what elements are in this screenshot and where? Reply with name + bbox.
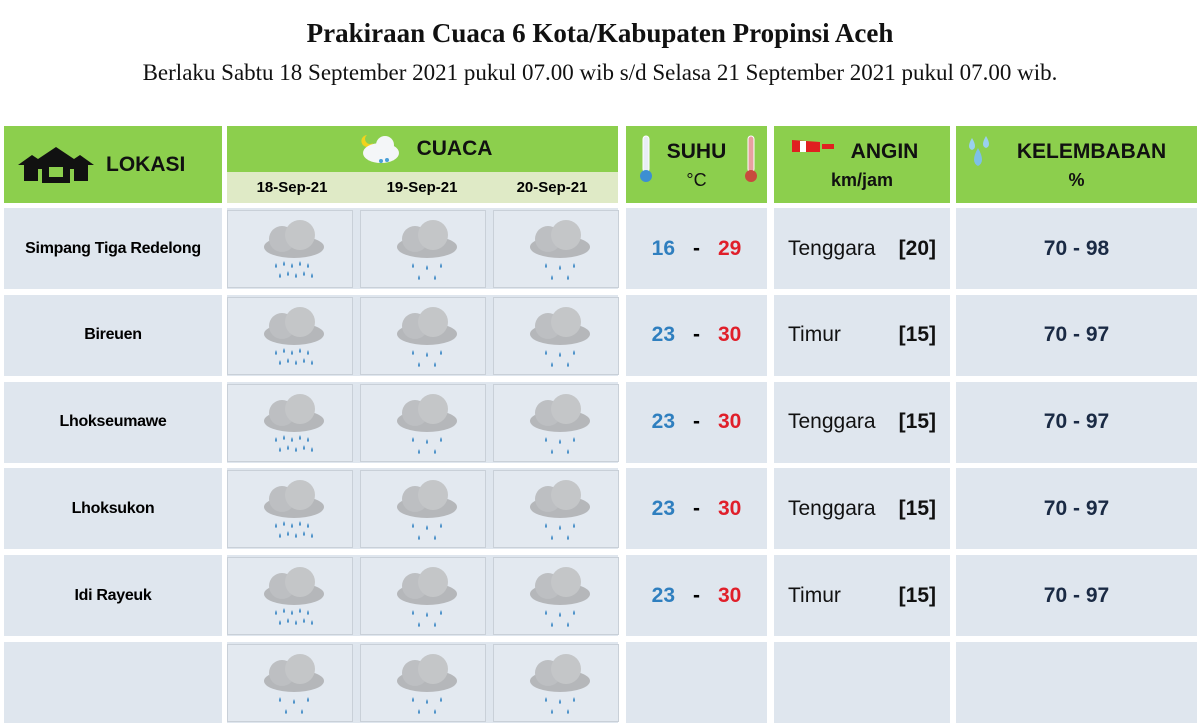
page-title: Prakiraan Cuaca 6 Kota/Kabupaten Propinsi Aceh <box>306 18 894 48</box>
weather-cell <box>227 384 353 462</box>
header-suhu <box>626 126 767 203</box>
weather-cells <box>227 208 618 289</box>
temperature-range <box>626 468 767 549</box>
temperature-range <box>626 208 767 289</box>
wind-direction: Tenggara <box>788 496 876 520</box>
light-rain-icon <box>379 389 469 457</box>
wind-speed: [15] <box>898 583 936 607</box>
light-rain-icon <box>512 215 602 283</box>
location-name: Bireuen <box>4 295 222 376</box>
house-icon <box>18 147 94 183</box>
wind-speed: [15] <box>898 323 936 347</box>
weather-cell <box>227 470 353 548</box>
location-name: Idi Rayeuk <box>4 555 222 636</box>
weather-cells <box>227 642 618 723</box>
light-rain-icon <box>379 302 469 370</box>
header-cuaca-label: CUACA <box>416 137 493 160</box>
wind <box>774 468 950 549</box>
weather-cell <box>227 210 353 288</box>
header-cuaca <box>227 126 618 172</box>
heavy-rain-icon <box>246 389 336 457</box>
weather-cell <box>360 297 486 375</box>
temp-max: 30 <box>718 410 742 434</box>
temp-dash: - <box>693 496 700 520</box>
weather-cell <box>227 644 353 722</box>
temp-max: 30 <box>718 496 742 520</box>
light-rain-icon <box>512 302 602 370</box>
header-suhu-unit: °C <box>686 170 707 190</box>
header-kelembaban-label: KELEMBABAN <box>1016 140 1167 163</box>
weather-cell <box>493 644 619 722</box>
heavy-rain-icon <box>246 215 336 283</box>
heavy-rain-icon <box>246 562 336 630</box>
weather-cell <box>360 644 486 722</box>
weather-cell <box>360 384 486 462</box>
header-angin-label: ANGIN <box>850 140 919 163</box>
wind <box>774 208 950 289</box>
thermometer-hot-icon <box>743 134 759 184</box>
weather-cell <box>493 297 619 375</box>
date-3: 20-Sep-21 <box>516 179 588 196</box>
header-lokasi <box>4 126 222 203</box>
temp-dash: - <box>693 583 700 607</box>
wind <box>774 555 950 636</box>
location-name: Lhokseumawe <box>4 382 222 463</box>
temp-min: 23 <box>651 496 675 520</box>
weather-cell <box>360 470 486 548</box>
location-name: Lhoksukon <box>4 468 222 549</box>
temperature-range <box>626 382 767 463</box>
wind <box>774 382 950 463</box>
light-rain-icon <box>246 649 336 717</box>
humidity: 70 - 97 <box>956 382 1197 463</box>
wind-speed: [20] <box>898 236 936 260</box>
temp-min: 23 <box>651 583 675 607</box>
header-suhu-label: SUHU <box>666 140 727 163</box>
header-lokasi-label: LOKASI <box>106 152 186 176</box>
temp-max: 30 <box>718 323 742 347</box>
weather-cell <box>493 384 619 462</box>
temperature-range <box>626 642 767 723</box>
location-name: Simpang Tiga Redelong <box>4 208 222 289</box>
humidity <box>956 642 1197 723</box>
wind-speed: [15] <box>898 410 936 434</box>
header-kelembaban-unit: % <box>1068 170 1085 190</box>
temperature-range <box>626 555 767 636</box>
thermometer-cold-icon <box>638 134 654 184</box>
light-rain-icon <box>379 562 469 630</box>
weather-cells <box>227 555 618 636</box>
windsock-icon <box>790 138 836 154</box>
weather-cell <box>227 557 353 635</box>
light-rain-icon <box>512 562 602 630</box>
humidity: 70 - 97 <box>956 468 1197 549</box>
weather-cell <box>227 297 353 375</box>
light-rain-icon <box>512 389 602 457</box>
location-name <box>4 642 222 723</box>
temp-max: 29 <box>718 236 742 260</box>
weather-cell <box>360 557 486 635</box>
header-kelembaban <box>956 126 1197 203</box>
date-1: 18-Sep-21 <box>256 179 328 196</box>
humidity: 70 - 98 <box>956 208 1197 289</box>
wind <box>774 642 950 723</box>
date-2: 19-Sep-21 <box>386 179 458 196</box>
light-rain-icon <box>379 475 469 543</box>
light-rain-icon <box>512 649 602 717</box>
header-angin-unit: km/jam <box>830 170 894 190</box>
header-angin <box>774 126 950 203</box>
light-rain-icon <box>379 649 469 717</box>
temperature-range <box>626 295 767 376</box>
humidity: 70 - 97 <box>956 555 1197 636</box>
weather-cells <box>227 382 618 463</box>
temp-min: 23 <box>651 410 675 434</box>
light-rain-icon <box>379 215 469 283</box>
weather-cell <box>493 470 619 548</box>
temp-min: 23 <box>651 323 675 347</box>
water-drops-icon <box>964 134 998 172</box>
cloud-moon-rain-icon <box>353 131 403 167</box>
wind-direction: Tenggara <box>788 236 876 260</box>
wind <box>774 295 950 376</box>
temp-max: 30 <box>718 583 742 607</box>
wind-direction: Timur <box>788 323 841 347</box>
weather-cells <box>227 468 618 549</box>
weather-cell <box>360 210 486 288</box>
page-subtitle: Berlaku Sabtu 18 September 2021 pukul 07.00 wib s/d Selasa 21 September 2021 pukul 07.00 wib. <box>142 60 1058 85</box>
wind-direction: Tenggara <box>788 410 876 434</box>
weather-cell <box>493 557 619 635</box>
temp-dash: - <box>693 410 700 434</box>
temp-dash: - <box>693 323 700 347</box>
temp-dash: - <box>693 236 700 260</box>
light-rain-icon <box>512 475 602 543</box>
date-row <box>227 172 618 203</box>
weather-cell <box>493 210 619 288</box>
wind-speed: [15] <box>898 496 936 520</box>
temp-min: 16 <box>651 236 675 260</box>
weather-cells <box>227 295 618 376</box>
wind-direction: Timur <box>788 583 841 607</box>
heavy-rain-icon <box>246 302 336 370</box>
humidity: 70 - 97 <box>956 295 1197 376</box>
heavy-rain-icon <box>246 475 336 543</box>
